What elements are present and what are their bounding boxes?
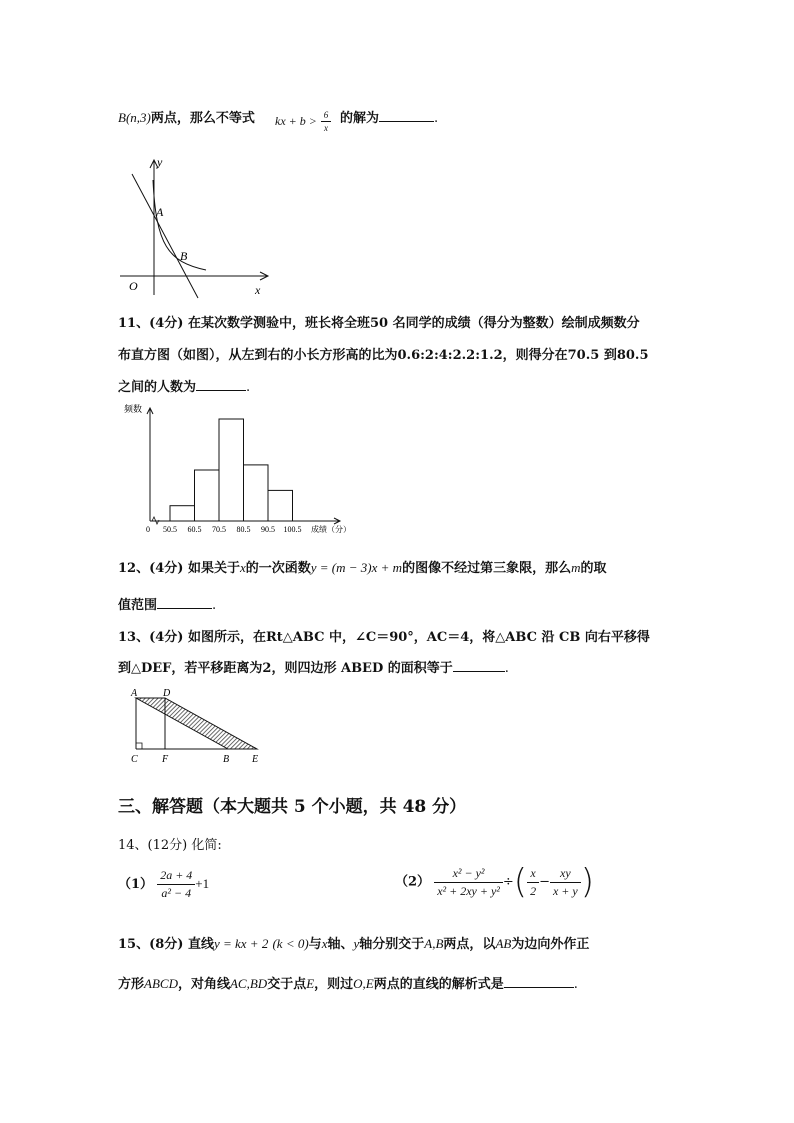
function-expr: y = kx + 2	[213, 936, 269, 951]
part2-fraction	[434, 866, 503, 899]
histogram-bar	[244, 465, 269, 521]
minus-sign: −	[539, 874, 550, 890]
line-graph	[132, 174, 198, 298]
q12-p2: 的一次函数	[245, 561, 311, 576]
q15-l2p5: 两点的直线的解析式是	[373, 977, 504, 992]
q15-p6: 为边向外作正	[511, 937, 590, 952]
diagonals: AC,BD	[229, 976, 268, 991]
points-oe: O,E	[353, 976, 374, 991]
q15-l2p4: ，则过	[314, 977, 354, 992]
graph-figure-q10	[110, 150, 280, 300]
part2-label: （2）	[395, 874, 431, 890]
answer-blank[interactable]	[157, 596, 212, 609]
var-m: m	[571, 560, 581, 575]
section-heading: 三、解答题（本大题共 5 个小题，共 48 分）	[118, 797, 467, 817]
part1-tail: +1	[195, 876, 210, 891]
q15-p4: 轴分别交于	[359, 937, 425, 952]
part2-num: x² − y²	[452, 865, 485, 880]
q15-l2p2: ，对角线	[177, 977, 230, 992]
q12-p3: 的图像不经过第三象限，那么	[402, 561, 572, 576]
frac-b-den: x + y	[550, 882, 581, 899]
frac-a-num: x	[530, 865, 536, 880]
q11-line3	[118, 376, 250, 395]
q14-head: 14、(12分) 化简:	[118, 838, 222, 853]
q15-p1: 15、(8分) 直线	[118, 937, 214, 952]
label-c: C	[131, 754, 138, 765]
point-b-label: B	[180, 249, 188, 263]
label-f: F	[162, 754, 169, 765]
part2-frac-b	[550, 866, 581, 899]
q13-line2	[118, 657, 509, 676]
answer-blank[interactable]	[379, 109, 434, 122]
label-a: A	[131, 688, 138, 699]
ineq-num: 6	[323, 110, 329, 120]
tick-label: 100.5	[283, 525, 302, 534]
q12-text: 值范围	[118, 598, 158, 613]
q10-line	[118, 107, 255, 126]
histogram-bar	[268, 490, 293, 521]
tick-label: 0	[146, 525, 150, 534]
right-angle-mark	[136, 743, 142, 749]
part1-label: （1）	[118, 877, 154, 892]
q15-l2p3: 交于点	[267, 977, 307, 992]
tick-label: 90.5	[261, 525, 275, 534]
chart-y-label: 频数	[124, 404, 143, 414]
q11-line1: 11、(4分) 在某次数学测验中，班长将全班50 名同学的成绩（得分为整数）绘制成频数分	[118, 316, 640, 331]
frac-b-num: xy	[560, 865, 571, 880]
ineq-fraction	[321, 110, 332, 133]
var-y: y	[353, 936, 360, 951]
q12-p1: 12、(4分) 如果关于	[118, 561, 240, 576]
label-d: D	[163, 688, 171, 699]
point-a-label: A	[156, 205, 164, 219]
q15-line1	[118, 933, 589, 952]
q15-line2	[118, 973, 578, 992]
histogram-chart	[118, 400, 378, 540]
inequality	[275, 110, 331, 133]
point-b: B(n,3)	[118, 110, 151, 125]
part2-den: x² + 2xy + y²	[434, 882, 503, 899]
points-ab: A,B	[424, 936, 444, 951]
label-b: B	[223, 754, 230, 765]
point-e: E	[306, 976, 315, 991]
shaded-parallelogram-abed	[136, 698, 257, 749]
period: .	[504, 661, 509, 676]
q10-text-b: 的解为	[340, 111, 380, 126]
period: .	[212, 598, 217, 613]
part1-num: 2a + 4	[160, 868, 193, 882]
part1-den: a² − 4	[157, 884, 195, 901]
right-paren: )	[580, 862, 594, 902]
translation-figure-q13	[125, 684, 270, 770]
part1-fraction	[157, 868, 195, 901]
answer-blank[interactable]	[453, 659, 505, 672]
tick-label: 70.5	[212, 525, 226, 534]
tick-label: 50.5	[163, 525, 177, 534]
tick-label: 60.5	[187, 525, 202, 534]
q11-text: 之间的人数为	[118, 380, 197, 395]
q13-text: 到△DEF，若平移距离为2，则四边形 ABED 的面积等于	[118, 661, 453, 676]
frac-a-den: 2	[527, 882, 539, 899]
q10-answer-line	[340, 107, 438, 126]
q14-part1	[118, 868, 209, 901]
histogram-bars	[170, 419, 293, 521]
q12-p4: 的取	[580, 561, 607, 576]
square-abcd: ABCD	[144, 976, 178, 991]
label-e: E	[252, 754, 259, 765]
var-x: x	[321, 936, 328, 951]
q14-part2	[395, 862, 594, 902]
ineq-den: x	[321, 121, 332, 133]
answer-blank[interactable]	[196, 378, 246, 391]
ineq-left: kx + b >	[275, 114, 317, 128]
x-label: x	[255, 283, 261, 297]
histogram-bar	[219, 419, 244, 521]
division-sign: ÷	[502, 874, 514, 890]
q15-p3: 轴、	[327, 937, 354, 952]
segment-ab: AB	[495, 936, 512, 951]
q11-line2: 布直方图（如图），从左到右的小长方形高的比为0.6:2:4:2.2:1.2，则得分在70.5 到80.5	[118, 348, 649, 363]
y-label: y	[157, 155, 163, 169]
answer-blank[interactable]	[504, 975, 574, 988]
period: .	[246, 380, 251, 395]
period: .	[434, 111, 439, 126]
origin-label: O	[129, 279, 138, 293]
histogram-bar	[170, 506, 195, 521]
function-expr: y = (m − 3)x + m	[310, 560, 403, 575]
var-x: x	[239, 560, 246, 575]
q12-line1	[118, 557, 606, 576]
q15-p2: 与	[308, 937, 322, 952]
chart-x-label: 成绩（分）	[311, 525, 351, 534]
part2-frac-a	[527, 866, 539, 899]
q12-line2	[118, 594, 216, 613]
histogram-bar	[195, 470, 220, 521]
period: .	[573, 977, 578, 992]
q10-text-a: 两点，那么不等式	[150, 111, 255, 126]
histogram-ticks	[146, 525, 302, 534]
q13-line1: 13、(4分) 如图所示，在Rt△ABC 中，∠C＝90°，AC＝4，将△ABC 沿 CB 向右平移得	[118, 630, 650, 645]
condition: (k < 0)	[272, 936, 309, 951]
q15-l2p1: 方形	[118, 977, 145, 992]
tick-label: 80.5	[236, 525, 251, 534]
q15-p5: 两点，以	[443, 937, 496, 952]
left-paren: (	[513, 862, 528, 902]
